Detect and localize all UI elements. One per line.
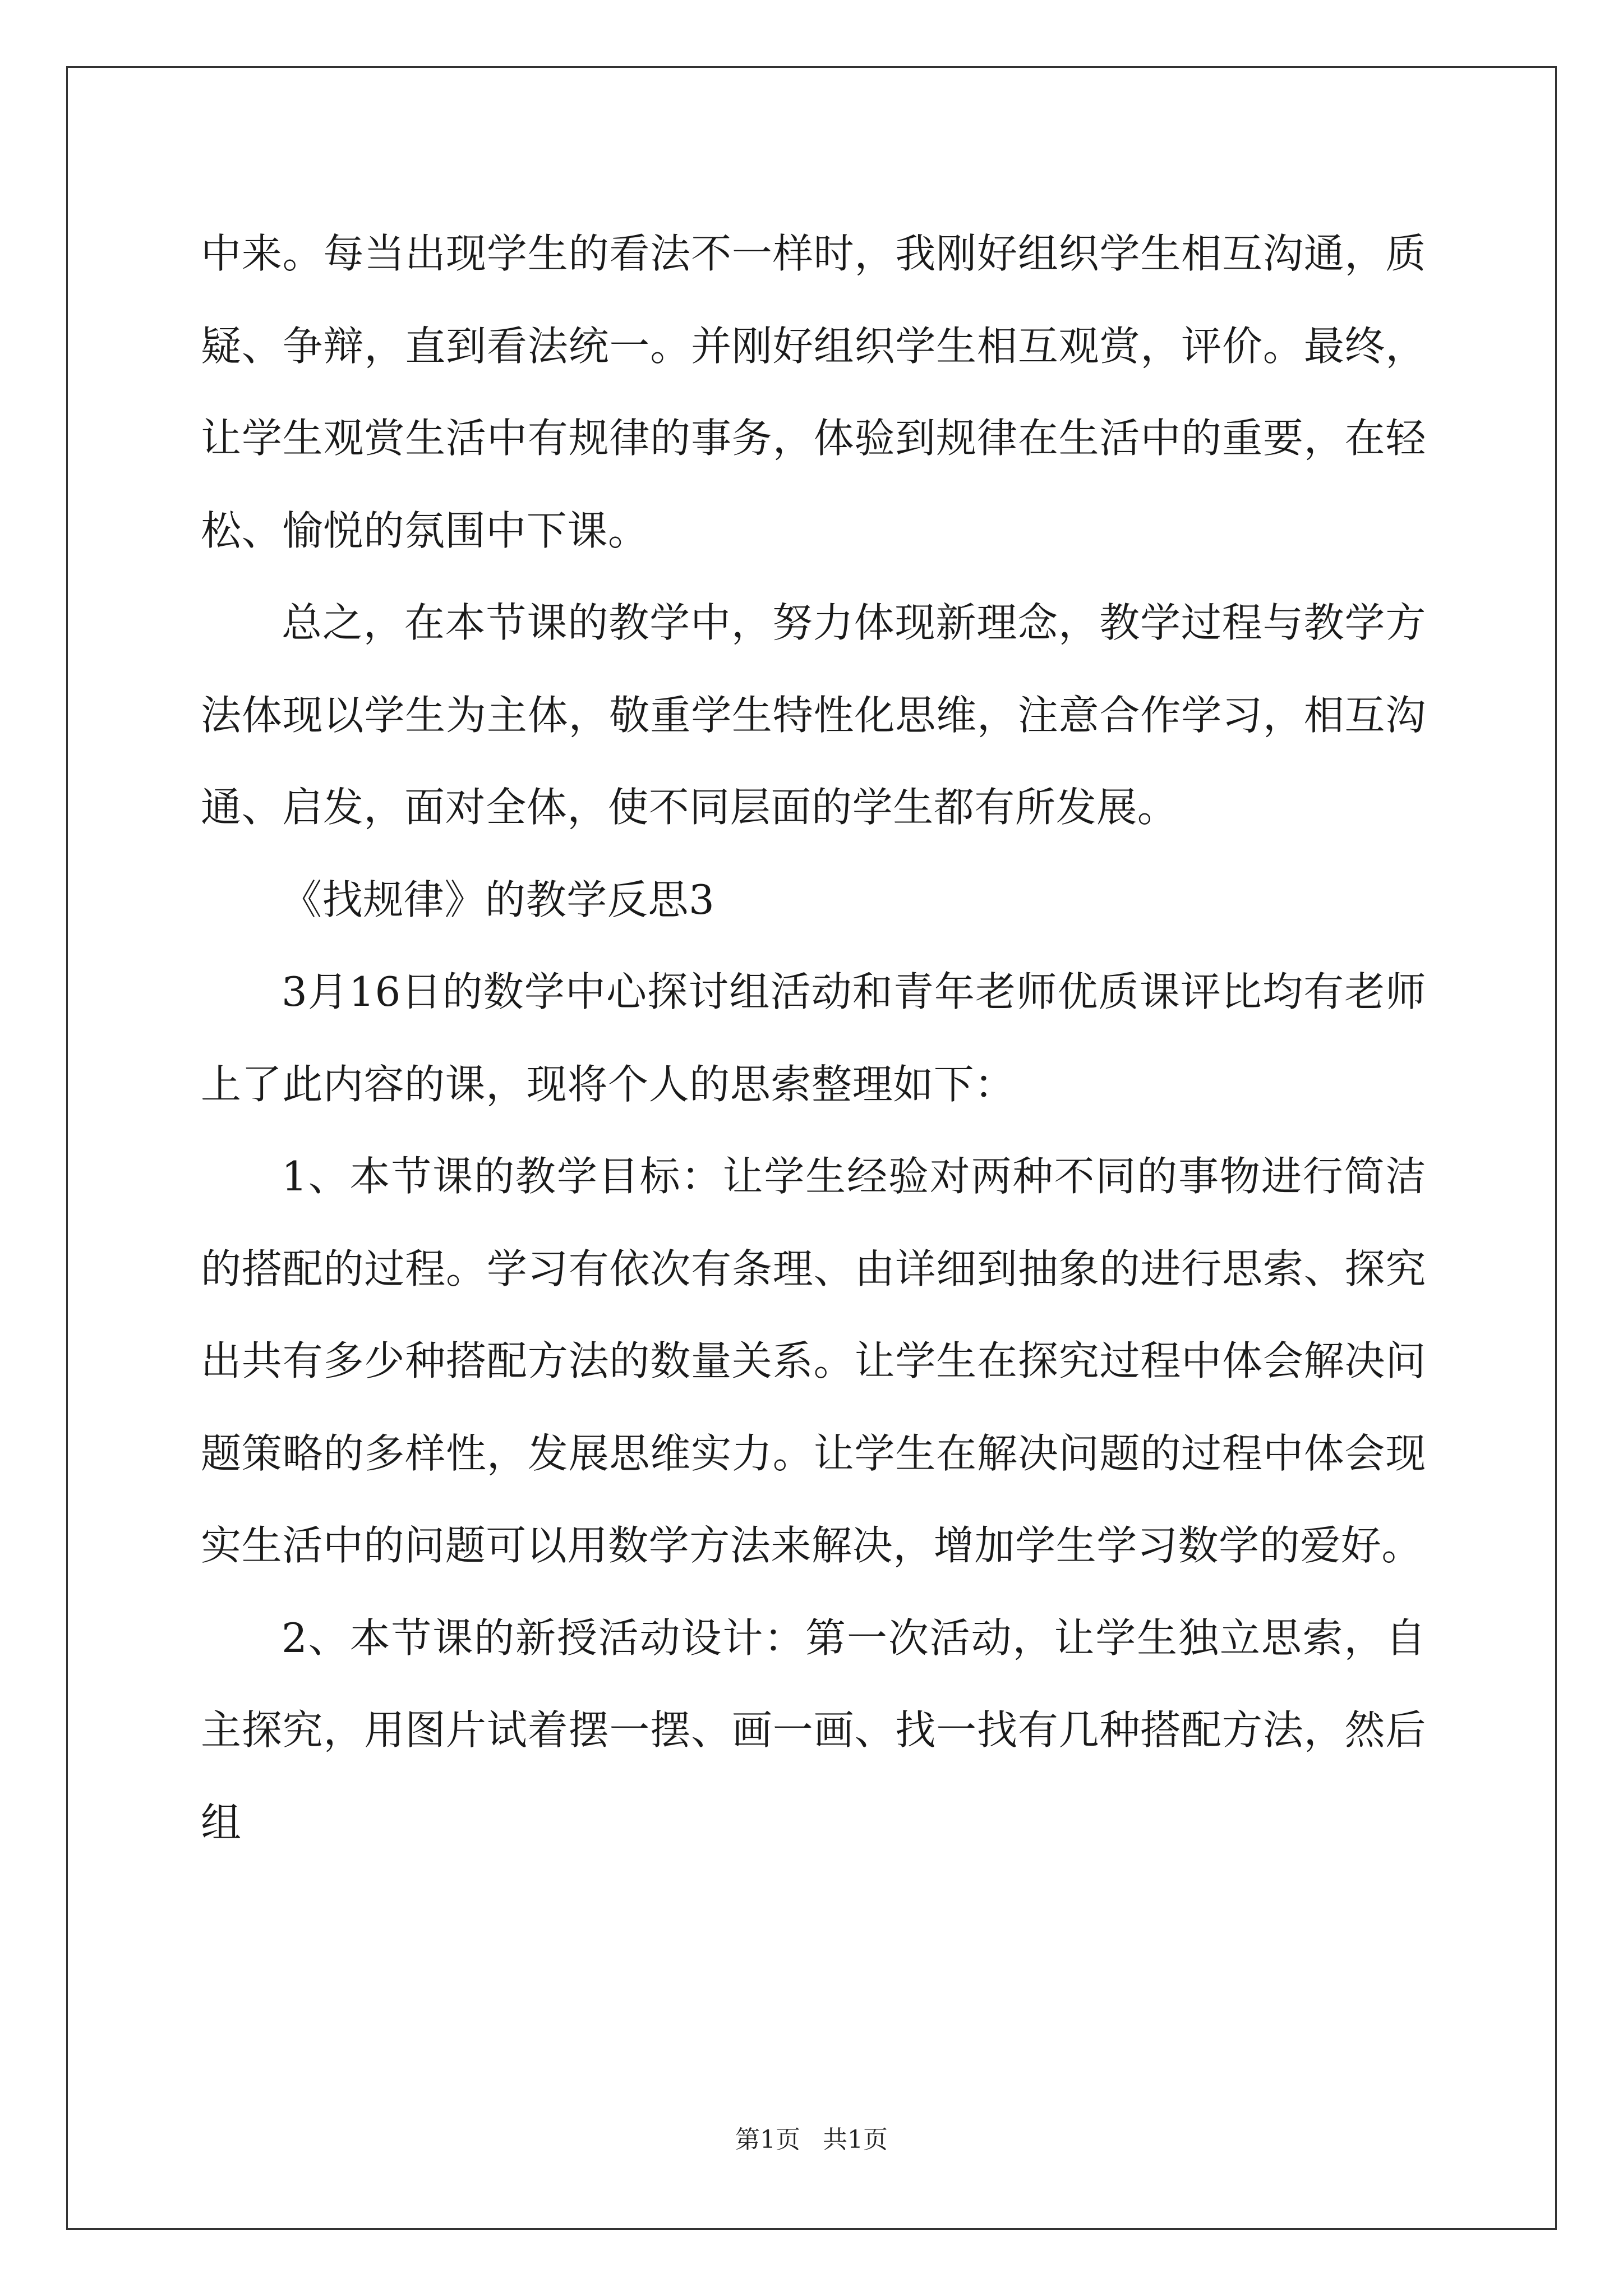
paragraph-4: 1、本节课的教学目标：让学生经验对两种不同的事物进行简洁的搭配的过程。学习有依次有条理、由详细到抽象的进行思索、探究出共有多少种搭配方法的数量关系。让学生在探究过程中体会解决问题策略的多样性，发展思维实力。让学生在解决问题的过程中体会现实生活中的问题可以用数学方法来解决，增加学生学习数学的爱好。 bbox=[201, 1153, 1426, 1569]
paragraph-3: 3月16日的数学中心探讨组活动和青年老师优质课评比均有老师上了此内容的课，现将个人的思索整理如下： bbox=[201, 968, 1426, 1108]
document-body bbox=[201, 208, 1426, 1869]
paragraph-1: 中来。每当出现学生的看法不一样时，我刚好组织学生相互沟通，质疑、争辩，直到看法统一。并刚好组织学生相互观赏，评价。最终，让学生观赏生活中有规律的事务，体验到规律在生活中的重要，在轻松、愉悦的氛围中下课。 bbox=[201, 230, 1426, 554]
page-footer bbox=[0, 2123, 1623, 2157]
paragraph-2: 总之，在本节课的教学中，努力体现新理念，教学过程与教学方法体现以学生为主体，敬重学生特性化思维，注意合作学习，相互沟通、启发，面对全体，使不同层面的学生都有所发展。 bbox=[201, 599, 1426, 831]
section-heading: 《找规律》的教学反思3 bbox=[282, 876, 715, 923]
page-number: 第1页 bbox=[735, 2125, 800, 2154]
page-total: 共1页 bbox=[823, 2125, 888, 2154]
paragraph-5: 2、本节课的新授活动设计：第一次活动，让学生独立思索，自主探究，用图片试着摆一摆、画一画、找一找有几种搭配方法，然后组 bbox=[201, 1614, 1426, 1846]
